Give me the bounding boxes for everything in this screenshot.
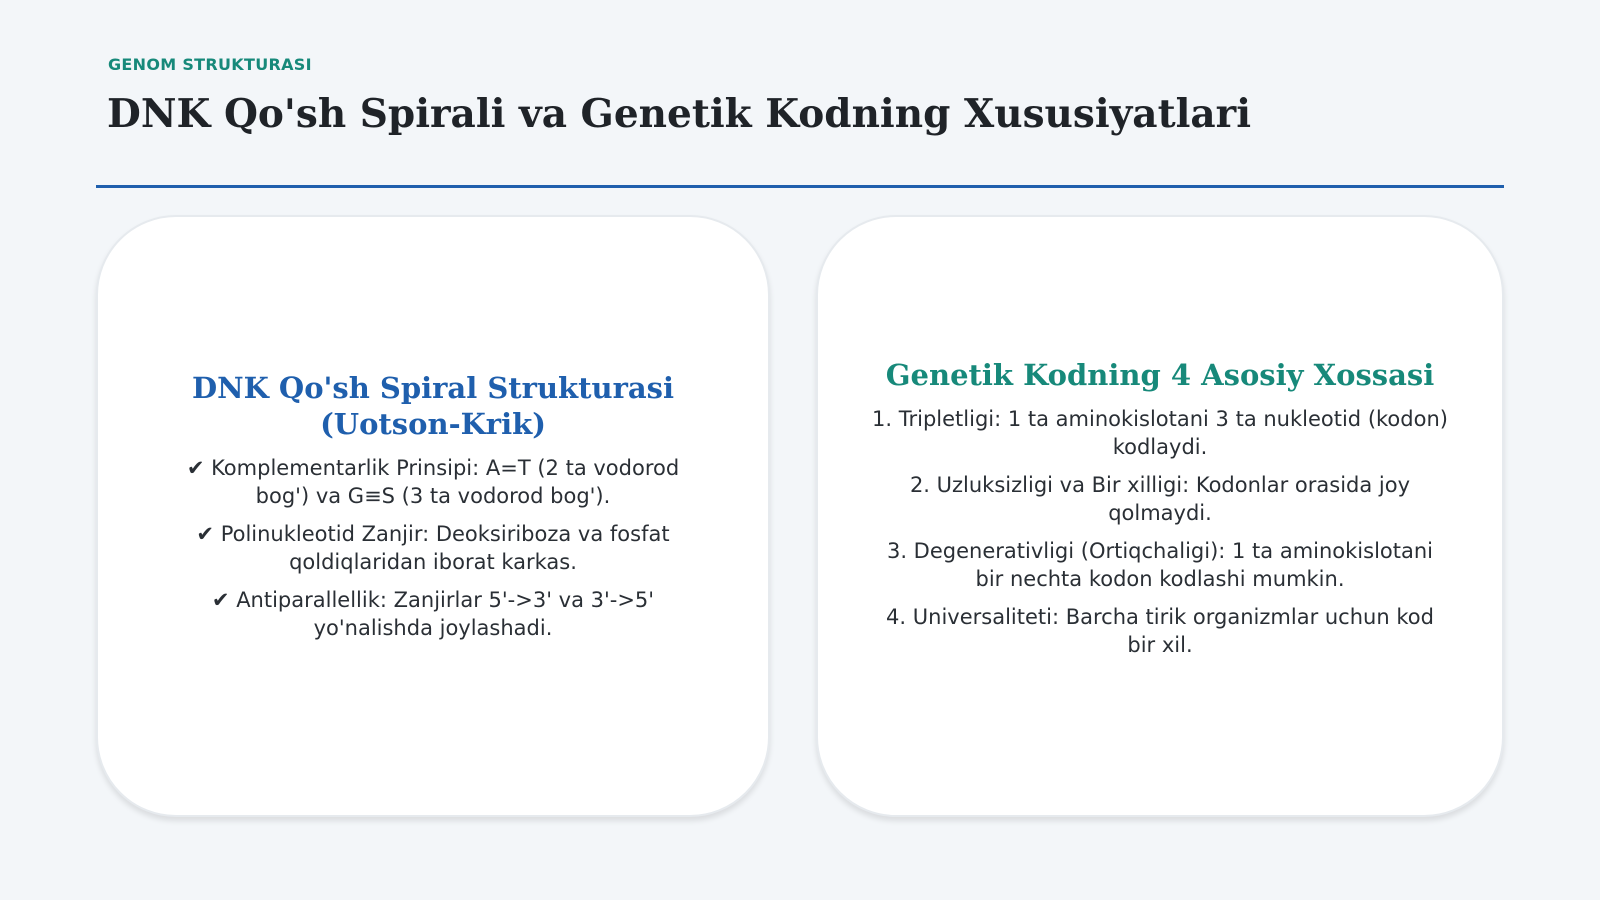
section-eyebrow: GENOM STRUKTURASI xyxy=(108,55,312,74)
list-item: ✔ Komplementarlik Prinsipi: A=T (2 ta vodorod bog') va G≡S (3 ta vodorod bog'). xyxy=(186,456,680,508)
list-item: 4. Universaliteti: Barcha tirik organizmlar uchun kod bir xil. xyxy=(886,605,1434,657)
dna-structure-list xyxy=(163,454,703,652)
page-title: DNK Qo'sh Spirali va Genetik Kodning Xususiyatlari xyxy=(107,91,1252,137)
title-divider xyxy=(96,185,1504,188)
genetic-code-heading: Genetik Kodning 4 Asosiy Xossasi xyxy=(885,358,1435,392)
dna-structure-card xyxy=(96,215,770,817)
list-item: ✔ Polinukleotid Zanjir: Deoksiriboza va fosfat qoldiqlaridan iborat karkas. xyxy=(196,522,670,574)
dna-structure-heading: DNK Qo'sh Spiral Strukturasi (Uotson-Krik) xyxy=(191,371,675,441)
list-item: ✔ Antiparallellik: Zanjirlar 5'->3' va 3'->5' yo'nalishda joylashadi. xyxy=(211,588,655,640)
list-item: 3. Degenerativligi (Ortiqchaligi): 1 ta aminokislotani bir nechta kodon kodlashi mumkin. xyxy=(886,539,1434,591)
list-item: 2. Uzluksizligi va Bir xilligi: Kodonlar orasida joy qolmaydi. xyxy=(909,473,1411,525)
genetic-code-card xyxy=(816,215,1504,817)
list-item: 1. Tripletligi: 1 ta aminokislotani 3 ta nukleotid (kodon) kodlaydi. xyxy=(872,407,1448,459)
genetic-code-list xyxy=(870,405,1450,669)
